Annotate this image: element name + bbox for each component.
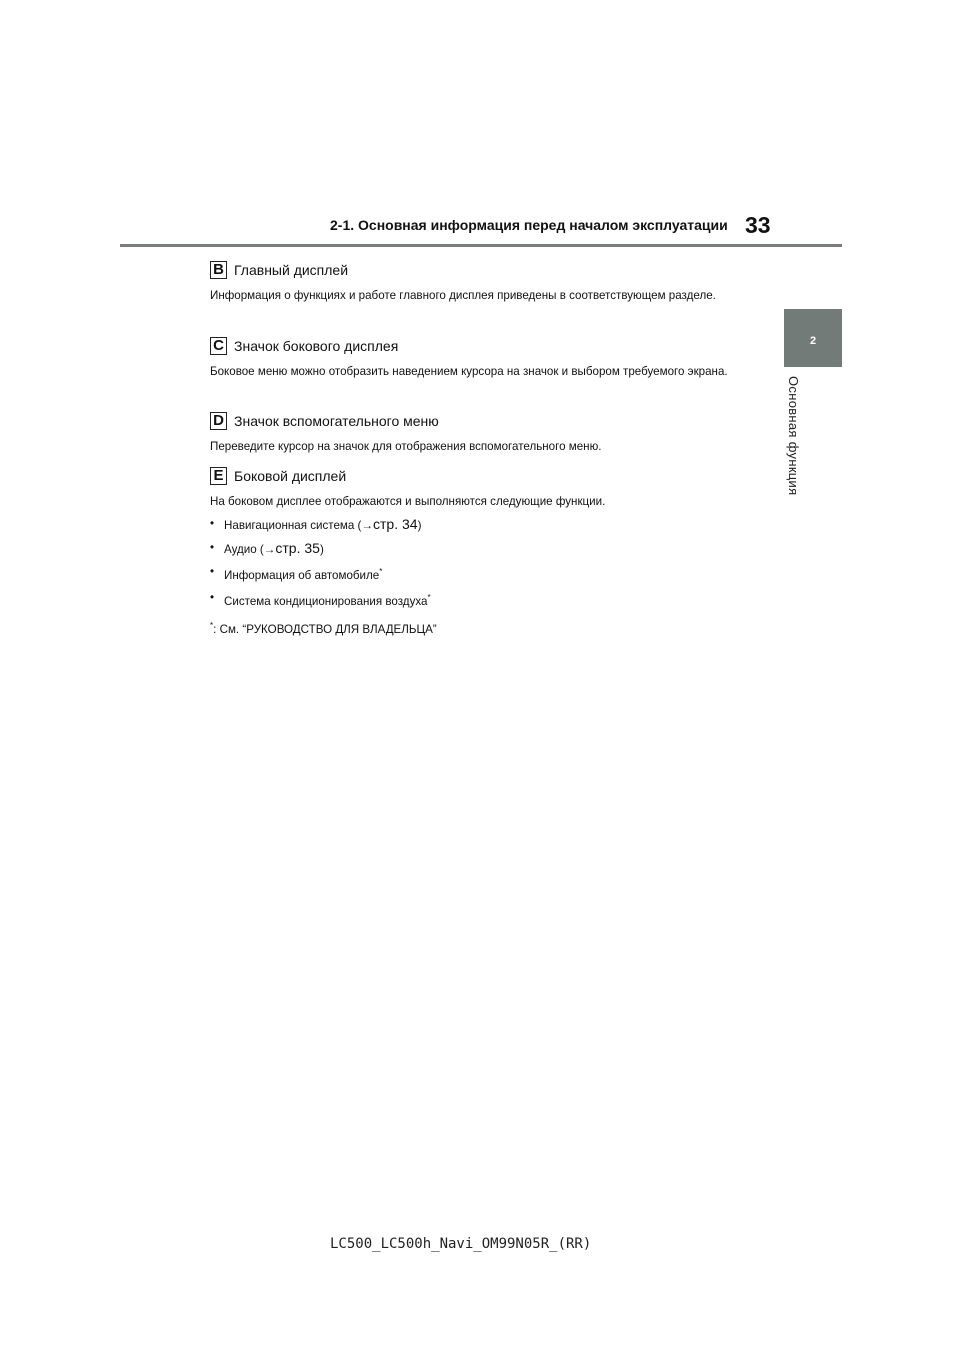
list-item-text [224,513,421,537]
chapter-title: Основная функция [786,376,801,496]
callout-marker-d: D [210,412,227,430]
section-title: Главный дисплей [234,262,349,278]
callout-marker-e: E [210,467,227,485]
bullet-dot: • [210,541,215,554]
page-reference: стр. 35 [275,540,320,556]
footnote-marker: * [427,592,431,602]
list-item [210,537,770,561]
section-heading [210,412,770,430]
closing-paren: ) [417,519,422,532]
section-heading [210,337,770,355]
list-item-text [224,537,324,561]
footnote-text: : См. “РУКОВОДСТВО ДЛЯ ВЛАДЕЛЬЦА” [213,622,437,636]
section-main-display [210,261,770,307]
document-code: LC500_LC500h_Navi_OM99N05R_(RR) [330,1236,592,1252]
section-side-display [210,467,770,641]
chapter-number: 2 [809,335,817,347]
section-description: Боковое меню можно отобразить наведением курсора на значок и выбором требуемого экрана. [210,365,728,378]
chapter-tab [784,309,842,367]
section-heading [210,261,770,279]
section-title: Значок бокового дисплея [234,338,399,354]
section-title: Значок вспомогательного меню [234,413,439,429]
page-reference: стр. 34 [373,516,418,532]
closing-paren: ) [319,543,324,556]
list-item-label: Навигационная система ( [224,519,362,532]
list-item-label: Система кондиционирования воздуха [224,594,428,608]
arrow-icon: → [361,519,373,532]
section-description: Информация о функциях и работе главного дисплея приведены в соответствующем разделе. [210,289,716,302]
list-item [210,587,770,613]
section-description: На боковом дисплее отображаются и выполняются следующие функции. [210,495,606,508]
page-number: 33 [745,212,771,238]
list-item [210,513,770,537]
callout-marker-c: C [210,337,227,355]
list-item-label: Аудио ( [224,543,264,556]
section-title: Боковой дисплей [234,468,347,484]
section-sub-menu-icon [210,412,770,458]
section-description: Переведите курсор на значок для отображения вспомогательного меню. [210,440,602,453]
footnote [210,615,770,641]
section-header-title: 2-1. Основная информация перед началом эксплуатации [330,217,728,233]
section-side-display-icon [210,337,770,383]
bullet-dot: • [210,590,215,604]
bullet-dot: • [210,517,215,530]
list-item [210,561,770,587]
footnote-marker: * [210,620,214,630]
arrow-icon: → [263,543,276,556]
list-item-text [224,561,382,587]
list-item-label: Информация об автомобиле [224,568,380,582]
section-heading [210,467,770,485]
header-divider [120,244,842,247]
bullet-dot: • [210,565,215,578]
list-item-text [224,587,431,613]
footnote-marker: * [379,567,383,576]
callout-marker-b: B [210,261,227,279]
